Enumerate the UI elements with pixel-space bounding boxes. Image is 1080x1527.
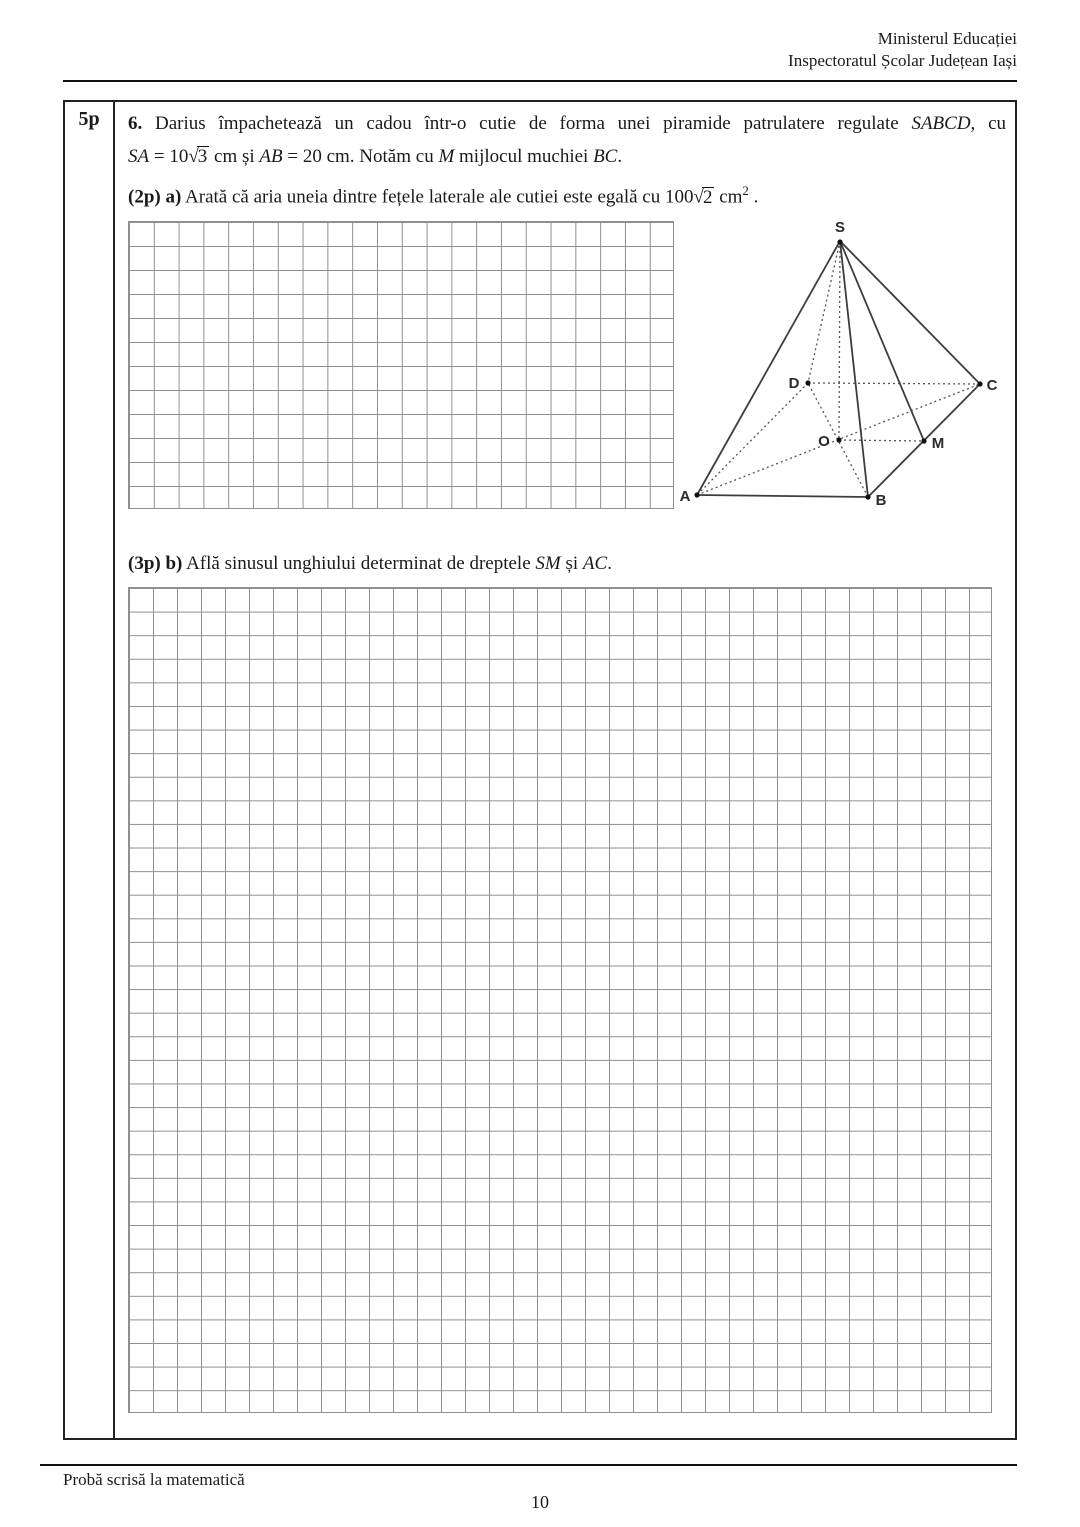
edge-ab — [697, 495, 868, 497]
area-coefficient: 100 — [665, 186, 694, 208]
answer-grid-b — [128, 587, 992, 1413]
work-area-a-row — [128, 221, 1006, 513]
vertex-label-a: A — [679, 488, 691, 506]
point-m: M — [438, 145, 455, 167]
vertex-label-b: B — [875, 492, 887, 510]
answer-grid-a — [128, 221, 674, 509]
points-label: 5p — [78, 108, 100, 130]
radical-sign: √ — [188, 145, 199, 167]
pyramid-solid-edges — [697, 241, 980, 497]
ab-equals: = 20 cm. Notăm cu — [287, 145, 434, 167]
subquestion-b-and: și — [565, 553, 579, 575]
pyramid-hidden-edges — [697, 241, 980, 497]
subquestion-a-points: (2p) a) — [128, 186, 182, 208]
radicand-3: 3 — [197, 145, 208, 167]
line2-period: . — [617, 145, 623, 167]
radicand-2: 2 — [702, 186, 713, 208]
vertex-dots — [694, 240, 982, 500]
edge-sa: SA — [128, 145, 150, 167]
footer-exam-label: Probă scrisă la matematică — [63, 1470, 245, 1489]
subquestion-b-text: Află sinusul unghiului determinat de dreptele — [186, 553, 531, 575]
vertex-label-s: S — [834, 221, 846, 237]
footer-divider — [40, 1464, 1017, 1466]
line-ac: AC — [582, 553, 608, 575]
vertex-label-d: D — [788, 375, 800, 393]
points-column — [65, 102, 115, 1438]
problem-number: 6. — [128, 113, 143, 134]
dot-m — [921, 439, 926, 444]
statement-intro: Darius împachetează un cadou într-o cutie de forma unei piramide patrulatere regulate — [155, 113, 899, 134]
sa-equals: = 10 — [153, 145, 189, 167]
apothem-sm — [840, 241, 924, 441]
midpoint-text: mijlocul muchiei — [459, 145, 589, 167]
dot-o — [836, 438, 841, 443]
problem-content — [115, 102, 1019, 1438]
vertex-labels — [680, 221, 998, 509]
vertex-label-o: O — [818, 433, 830, 451]
segment-om — [839, 440, 924, 441]
problem-statement-line2 — [128, 144, 1006, 170]
subquestion-b-points: (3p) b) — [128, 553, 183, 575]
edge-da — [697, 383, 808, 495]
dot-a — [694, 493, 699, 498]
line-sm: SM — [535, 553, 561, 575]
edge-dc — [808, 383, 980, 384]
dot-b — [865, 495, 870, 500]
subquestion-b — [128, 551, 1006, 577]
problem-statement-line1 — [128, 111, 1006, 137]
radical-sign: √ — [693, 186, 704, 208]
edge-sb — [840, 241, 868, 497]
vertex-label-m: M — [931, 435, 945, 453]
pyramid-figure — [674, 221, 1006, 513]
subquestion-a-period: . — [753, 186, 759, 208]
dot-c — [977, 382, 982, 387]
area-unit: cm — [719, 186, 743, 208]
vertex-label-c: C — [986, 377, 998, 395]
statement-after-name: , cu — [970, 113, 1007, 134]
edge-ab: AB — [259, 145, 283, 167]
edge-sa — [697, 241, 840, 495]
page-number: 10 — [531, 1492, 549, 1512]
header-divider — [63, 80, 1017, 82]
area-unit-exponent: 2 — [742, 183, 749, 199]
dot-s — [837, 240, 842, 245]
edge-sc — [840, 241, 980, 384]
dot-d — [805, 381, 810, 386]
pyramid-name: SABCD — [911, 113, 971, 134]
subquestion-a — [128, 182, 1006, 210]
problem-6-box — [63, 100, 1017, 1440]
edge-bc: BC — [593, 145, 618, 167]
subquestion-a-text: Arată că aria uneia dintre fețele laterale ale cutiei este egală cu — [185, 186, 661, 208]
subquestion-b-period: . — [607, 553, 612, 575]
edge-sd — [808, 241, 840, 383]
height-so — [839, 241, 840, 440]
ministry-name: Ministerul Educației — [877, 29, 1017, 48]
units-and: cm și — [214, 145, 255, 167]
inspectorate-name: Inspectoratul Școlar Județean Iași — [788, 51, 1017, 71]
document-header — [788, 28, 1017, 72]
